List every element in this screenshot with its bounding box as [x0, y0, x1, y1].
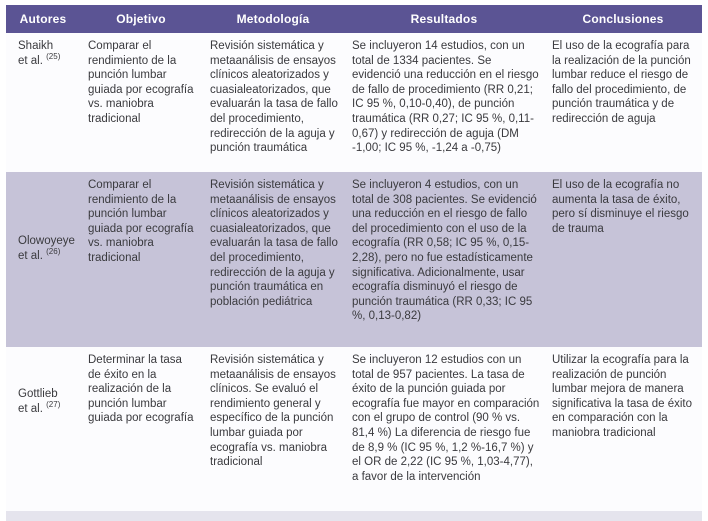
author-cell [6, 172, 80, 347]
objetivo-cell: Determinar la tasa de éxito en la realización de la punción lumbar guiada por ecografía [88, 354, 194, 425]
table-row-olowoyeye [6, 172, 702, 347]
objetivo-cell: Comparar el rendimiento de la punción lumbar guiada por ecografía vs. maniobra tradicional [88, 179, 194, 264]
metodologia-cell: Revisión sistemática y metaanálisis de ensayos clínicos aleatorizados y cuasialeatorizados, que evaluarán la tasa de fallo del procedimiento, redirección de la aguja y punción traumática [210, 40, 338, 155]
author-etal: et al. [18, 249, 43, 262]
author-cell [6, 33, 80, 172]
conclusiones-cell: El uso de la ecografía no aumenta la tasa de éxito, pero sí disminuye el riesgo de trauma [552, 179, 689, 235]
column-header-resultados: Resultados [410, 12, 478, 26]
column-header-metodologia: Metodología [236, 12, 310, 26]
table-header-row [6, 5, 702, 33]
metodologia-cell: Revisión sistemática y metaanálisis de ensayos clínicos. Se evaluó el rendimiento general y específico de la punción lumbar guiada por ecografía vs. maniobra tradicional [210, 354, 336, 469]
author-cell [6, 347, 80, 511]
resultados-cell: Se incluyeron 4 estudios, con un total de 308 pacientes. Se evidenció una reducción en el riesgo de fallo del procedimiento con el uso de la ecografía (RR 0,58; IC 95 %, 0,15-2,28), pero no fue estadísticamente significativa. Adicionalmente, usar ecografía disminuyó el riesgo de punción traumática (RR 0,33; IC 95 %, 0,13-0,82) [352, 179, 537, 323]
author-name: Olowoyeye [18, 235, 75, 247]
table-row-gottlieb [6, 347, 702, 511]
citation-ref: (27) [46, 399, 61, 409]
author-name: Shaikh [18, 40, 54, 52]
column-header-objetivo: Objetivo [116, 12, 166, 26]
author-etal: et al. [18, 54, 43, 67]
objetivo-cell: Comparar el rendimiento de la punción lumbar guiada por ecografía vs. maniobra tradicional [88, 40, 194, 125]
resultados-cell: Se incluyeron 12 estudios con un total de 957 pacientes. La tasa de éxito de la punción guiada por ecografía fue mayor en comparación con el grupo de control (90 % vs. 81,4 %) La diferencia de riesgo fue de 8,9 % (IC 95 %, 1,2 %-16,7 %) y el OR de 2,22 (IC 95 %, 1,03-4,77), a favor de la intervención [352, 354, 540, 483]
resultados-cell: Se incluyeron 14 estudios, con un total de 1334 pacientes. Se evidenció una reducción en el riesgo de fallo de procedimiento (RR 0,21; IC 95 %, 0,10-0,40), de punción traumática (RR 0,27; IC 95 %, 0,11-0,67) y redirección de aguja (DM -1,00; IC 95 %, -1,24 a -0,75) [352, 40, 539, 155]
conclusiones-cell: Utilizar la ecografía para la realización de punción lumbar mejora de manera significativa la tasa de éxito en comparación con la maniobra tradicional [552, 354, 692, 439]
citation-ref: (25) [46, 51, 61, 61]
citation-ref: (26) [46, 246, 61, 256]
table-row-shaikh [6, 33, 702, 172]
conclusiones-cell: El uso de la ecografía para la realización de la punción lumbar reduce el riesgo de fallo del procedimiento, de punción traumática y de redirección de aguja [552, 40, 691, 125]
column-header-conclusiones: Conclusiones [582, 12, 664, 26]
studies-summary-table [6, 5, 702, 521]
column-header-autores: Autores [19, 12, 67, 26]
metodologia-cell: Revisión sistemática y metaanálisis de ensayos clínicos aleatorizados y cuasialeatorizados, que evaluarán la tasa de fallo del procedimiento, redirección de la aguja y punción traumática en población pediátrica [210, 179, 338, 308]
author-name: Gottlieb [18, 388, 58, 400]
table-bottom-strip [6, 511, 702, 521]
author-etal: et al. [18, 402, 43, 415]
